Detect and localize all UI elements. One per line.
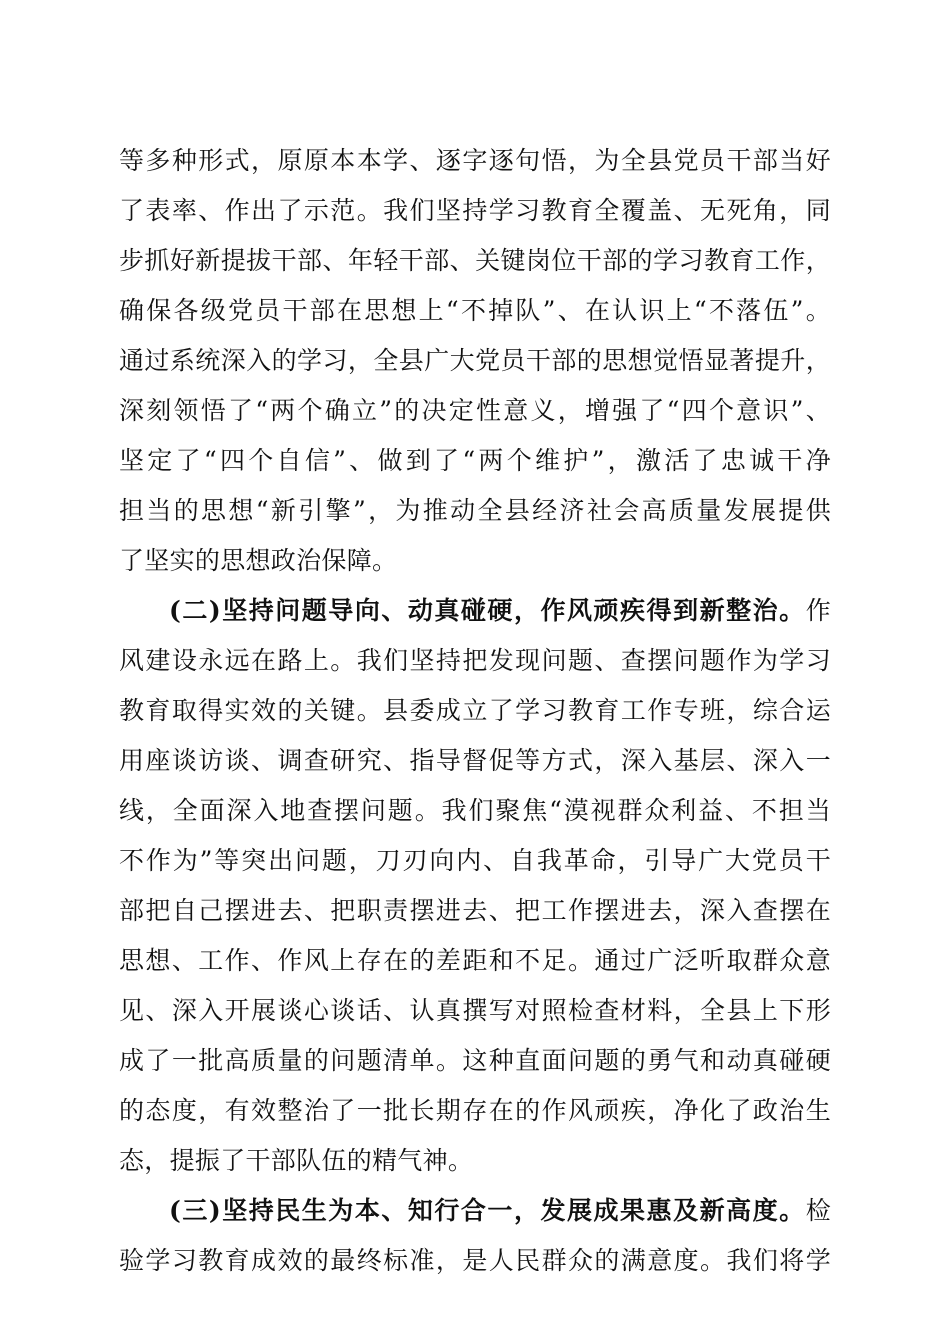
- body-line: 见、深入开展谈心谈话、认真撰写对照检查材料，全县上下形: [119, 996, 831, 1025]
- body-line: 了表率、作出了示范。我们坚持学习教育全覆盖、无死角，同: [119, 196, 831, 225]
- body-line: 的态度，有效整治了一批长期存在的作风顽疾，净化了政治生: [119, 1096, 831, 1125]
- body-line: 确保各级党员干部在思想上“不掉队”、在认识上“不落伍”。: [119, 296, 831, 325]
- body-line: 部把自己摆进去、把职责摆进去、把工作摆进去，深入查摆在: [119, 896, 831, 925]
- heading-line-tail: 作: [805, 596, 831, 625]
- body-line: 思想、工作、作风上存在的差距和不足。通过广泛听取群众意: [119, 946, 831, 975]
- paragraph-2: [119, 586, 831, 1186]
- body-line: 步抓好新提拔干部、年轻干部、关键岗位干部的学习教育工作，: [119, 246, 831, 275]
- body-line: 不作为”等突出问题，刀刃向内、自我革命，引导广大党员干: [119, 846, 831, 875]
- section-heading-2: (二)坚持问题导向、动真碰硬，作风顽疾得到新整治。: [169, 596, 806, 625]
- body-line: 验学习教育成效的最终标准，是人民群众的满意度。我们将学: [119, 1246, 831, 1275]
- body-line: 用座谈访谈、调查研究、指导督促等方式，深入基层、深入一: [119, 746, 831, 775]
- paragraph-1: [119, 136, 831, 586]
- body-line: 坚定了“四个自信”、做到了“两个维护”，激活了忠诚干净: [119, 446, 831, 475]
- body-line: 风建设永远在路上。我们坚持把发现问题、查摆问题作为学习: [119, 646, 831, 675]
- body-line: 线，全面深入地查摆问题。我们聚焦“漠视群众利益、不担当: [119, 796, 831, 825]
- body-line: 等多种形式，原原本本学、逐字逐句悟，为全县党员干部当好: [119, 146, 831, 175]
- section-heading-line: [119, 1186, 831, 1236]
- body-line: 成了一批高质量的问题清单。这种直面问题的勇气和动真碰硬: [119, 1046, 831, 1075]
- section-heading-line: [119, 586, 831, 636]
- body-line: 深刻领悟了“两个确立”的决定性意义，增强了“四个意识”、: [119, 396, 831, 425]
- body-line: 担当的思想“新引擎”，为推动全县经济社会高质量发展提供: [119, 496, 831, 525]
- document-body: [119, 136, 831, 1286]
- body-line: 态，提振了干部队伍的精气神。: [119, 1146, 474, 1175]
- paragraph-3: [119, 1186, 831, 1286]
- section-heading-3: (三)坚持民生为本、知行合一，发展成果惠及新高度。: [169, 1196, 806, 1225]
- body-line: 教育取得实效的关键。县委成立了学习教育工作专班，综合运: [119, 696, 831, 725]
- body-line: 通过系统深入的学习，全县广大党员干部的思想觉悟显著提升，: [119, 346, 831, 375]
- body-line: 了坚实的思想政治保障。: [119, 546, 398, 575]
- heading-line-tail: 检: [805, 1196, 831, 1225]
